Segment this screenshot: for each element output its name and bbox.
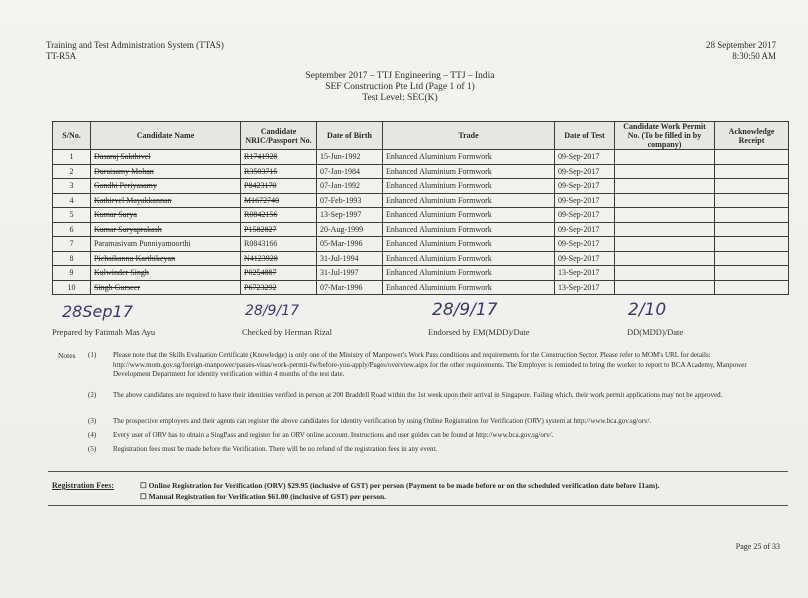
print-time: 8:30:50 AM	[732, 51, 776, 61]
report-titles	[250, 71, 550, 104]
test-level: Test Level: SEC(K)	[362, 93, 438, 103]
note-number: (4)	[88, 431, 97, 439]
cell-name: Gandhi Periyasamy	[91, 179, 241, 194]
registration-fees-label: Registration Fees:	[52, 481, 114, 490]
cell-trade: Enhanced Aluminium Formwork	[383, 208, 555, 223]
cell-sno: 4	[53, 193, 91, 208]
cell-acknowledge	[715, 164, 789, 179]
table-header-row	[53, 122, 789, 150]
cell-dob: 15-Jun-1992	[317, 150, 383, 165]
cell-test-date: 09-Sep-2017	[555, 251, 615, 266]
system-title: Training and Test Administration System (TTAS)	[46, 40, 224, 50]
note-item	[88, 417, 778, 427]
cell-name: Singh Gurseer	[91, 280, 241, 295]
cell-nric: P0254887	[241, 266, 317, 281]
cell-trade: Enhanced Aluminium Formwork	[383, 150, 555, 165]
cell-sno: 7	[53, 237, 91, 252]
cell-nric: P8423170	[241, 179, 317, 194]
cell-test-date: 09-Sep-2017	[555, 179, 615, 194]
col-dob: Date of Birth	[317, 122, 383, 150]
col-acknowledge: Acknowledge Receipt	[715, 122, 789, 150]
cell-nric: N4123928	[241, 251, 317, 266]
cell-acknowledge	[715, 251, 789, 266]
cell-test-date: 09-Sep-2017	[555, 208, 615, 223]
cell-name: Pichaikannu Karthikeyan	[91, 251, 241, 266]
table-row	[53, 193, 789, 208]
col-work-permit: Candidate Work Permit No. (To be filled in by company)	[615, 122, 715, 150]
cell-nric: P6723292	[241, 280, 317, 295]
print-date: 28 September 2017	[706, 40, 776, 50]
cell-acknowledge	[715, 237, 789, 252]
cell-sno: 9	[53, 266, 91, 281]
note-text: Please note that the Skills Evaluation Certificate (Knowledge) is only one of the Ministry of Manpower's Work Pass conditions and requirements for the Construction Sector. Please refer to MOM's URL for details: http://www.mom.gov.sg/foreign-manpower/passes-visas/work-permit-fw/before-you-apply/Pages/overview.aspx for the other requirements. The Employer is reminded to bring the worker to report to BCA Academy, Manpower Development Department for identity verification within 4 months of the test date.	[113, 351, 747, 378]
cell-nric: P1582827	[241, 222, 317, 237]
cell-acknowledge	[715, 150, 789, 165]
col-name: Candidate Name	[91, 122, 241, 150]
note-number: (3)	[88, 417, 97, 425]
cell-test-date: 09-Sep-2017	[555, 150, 615, 165]
cell-acknowledge	[715, 266, 789, 281]
checked-by-label: Checked by Herman Rizal	[242, 327, 332, 337]
cell-nric: M1672740	[241, 193, 317, 208]
note-item	[88, 351, 778, 387]
cell-work-permit	[615, 179, 715, 194]
cell-test-date: 13-Sep-2017	[555, 266, 615, 281]
table-row	[53, 150, 789, 165]
cell-nric: R3503715	[241, 164, 317, 179]
system-header	[46, 40, 224, 62]
prepared-signature: 28Sep17	[62, 302, 133, 321]
prepared-by-label: Prepared by Fatimah Mas Ayu	[52, 327, 156, 337]
note-number: (5)	[88, 445, 97, 453]
note-text: The above candidates are required to have their identities verified in person at 200 Braddell Road within the 1st week upon their arrival in Singapore. Failing which, their work permit applications may not be approved.	[113, 391, 723, 399]
company-title: SEF Construction Pte Ltd (Page 1 of 1)	[325, 82, 475, 92]
note-item	[88, 445, 778, 455]
table-row	[53, 251, 789, 266]
note-item	[88, 391, 778, 411]
cell-dob: 13-Sep-1997	[317, 208, 383, 223]
notes-label: Notes	[58, 351, 76, 360]
cell-trade: Enhanced Aluminium Formwork	[383, 193, 555, 208]
cell-trade: Enhanced Aluminium Formwork	[383, 251, 555, 266]
manual-fee-option: ☐ Manual Registration for Verification $61.00 (inclusive of GST) per person.	[140, 492, 387, 501]
cell-work-permit	[615, 237, 715, 252]
col-nric: Candidate NRIC/Passport No.	[241, 122, 317, 150]
cell-acknowledge	[715, 222, 789, 237]
cell-name: Dasaraj Sakthivel	[91, 150, 241, 165]
col-test-date: Date of Test	[555, 122, 615, 150]
cell-trade: Enhanced Aluminium Formwork	[383, 280, 555, 295]
note-text: The prospective employers and their agents can register the above candidates for identity verification by using Online Registration for Verification (ORV) system at http://www.bca.gov.sg/orv/.	[113, 417, 652, 425]
table-row	[53, 222, 789, 237]
cell-trade: Enhanced Aluminium Formwork	[383, 222, 555, 237]
cell-sno: 3	[53, 179, 91, 194]
divider-bottom	[48, 505, 788, 506]
cell-acknowledge	[715, 193, 789, 208]
note-text: Registration fees must be made before the Verification. There will be no refund of the registration fees in any event.	[113, 445, 438, 453]
cell-dob: 07-Jan-1992	[317, 179, 383, 194]
endorsed-by-label: Endorsed by EM(MDD)/Date	[428, 327, 530, 337]
cell-nric: R0842156	[241, 208, 317, 223]
cell-test-date: 09-Sep-2017	[555, 237, 615, 252]
cell-dob: 20-Aug-1999	[317, 222, 383, 237]
cell-sno: 2	[53, 164, 91, 179]
candidate-table	[52, 121, 789, 295]
report-code: TT-R5A	[46, 51, 77, 61]
divider-top	[48, 471, 788, 472]
dd-date-label: DD(MDD)/Date	[627, 327, 684, 337]
note-number: (2)	[88, 391, 97, 399]
table-row	[53, 237, 789, 252]
cell-nric: R0843166	[241, 237, 317, 252]
cell-acknowledge	[715, 208, 789, 223]
col-trade: Trade	[383, 122, 555, 150]
cell-dob: 07-Jan-1984	[317, 164, 383, 179]
cell-acknowledge	[715, 179, 789, 194]
cell-sno: 1	[53, 150, 91, 165]
table-row	[53, 164, 789, 179]
cell-dob: 05-Mar-1996	[317, 237, 383, 252]
cell-trade: Enhanced Aluminium Formwork	[383, 164, 555, 179]
page-number: Page 25 of 33	[735, 542, 780, 551]
cell-name: Kathirvel Mayakkannan	[91, 193, 241, 208]
cell-work-permit	[615, 193, 715, 208]
cell-dob: 07-Feb-1993	[317, 193, 383, 208]
cell-name: Kumar Surya	[91, 208, 241, 223]
cell-name: Duraisamy Mohan	[91, 164, 241, 179]
dd-signature: 2/10	[628, 300, 667, 320]
col-sno: S/No.	[53, 122, 91, 150]
cell-work-permit	[615, 280, 715, 295]
cell-sno: 6	[53, 222, 91, 237]
endorsed-signature: 28/9/17	[432, 300, 498, 320]
cell-work-permit	[615, 251, 715, 266]
note-number: (1)	[88, 351, 97, 359]
note-item	[88, 431, 778, 441]
cell-sno: 8	[53, 251, 91, 266]
cell-work-permit	[615, 222, 715, 237]
cell-dob: 07-Mar-1996	[317, 280, 383, 295]
cell-test-date: 13-Sep-2017	[555, 280, 615, 295]
orv-fee-option: ☐ Online Registration for Verification (ORV) $29.95 (inclusive of GST) per person (Payment to be made before or on the scheduled verification date before 11am).	[140, 481, 660, 490]
table-row	[53, 208, 789, 223]
cell-dob: 31-Jul-1997	[317, 266, 383, 281]
cell-nric: R1741928	[241, 150, 317, 165]
cell-name: Paramasivam Punniyamoorthi	[91, 237, 241, 252]
cell-test-date: 09-Sep-2017	[555, 193, 615, 208]
cell-test-date: 09-Sep-2017	[555, 222, 615, 237]
cell-test-date: 09-Sep-2017	[555, 164, 615, 179]
cell-sno: 10	[53, 280, 91, 295]
cell-work-permit	[615, 150, 715, 165]
cell-dob: 31-Jul-1994	[317, 251, 383, 266]
cell-work-permit	[615, 208, 715, 223]
cell-name: Kumar Suryaprakash	[91, 222, 241, 237]
table-row	[53, 280, 789, 295]
checked-signature: 28/9/17	[245, 303, 299, 319]
cell-trade: Enhanced Aluminium Formwork	[383, 237, 555, 252]
note-text: Every user of ORV has to obtain a SingPass and register for an ORV online account. Instructions and user guides can be found at http://www.bca.gov.sg/orv/.	[113, 431, 554, 439]
timestamp-header	[660, 40, 776, 62]
cell-trade: Enhanced Aluminium Formwork	[383, 179, 555, 194]
batch-title: September 2017 – TTJ Engineering – TTJ – India	[305, 71, 495, 81]
cell-work-permit	[615, 164, 715, 179]
table-row	[53, 266, 789, 281]
cell-trade: Enhanced Aluminium Formwork	[383, 266, 555, 281]
table-row	[53, 179, 789, 194]
cell-sno: 5	[53, 208, 91, 223]
cell-acknowledge	[715, 280, 789, 295]
cell-name: Kulwinder Singh	[91, 266, 241, 281]
cell-work-permit	[615, 266, 715, 281]
